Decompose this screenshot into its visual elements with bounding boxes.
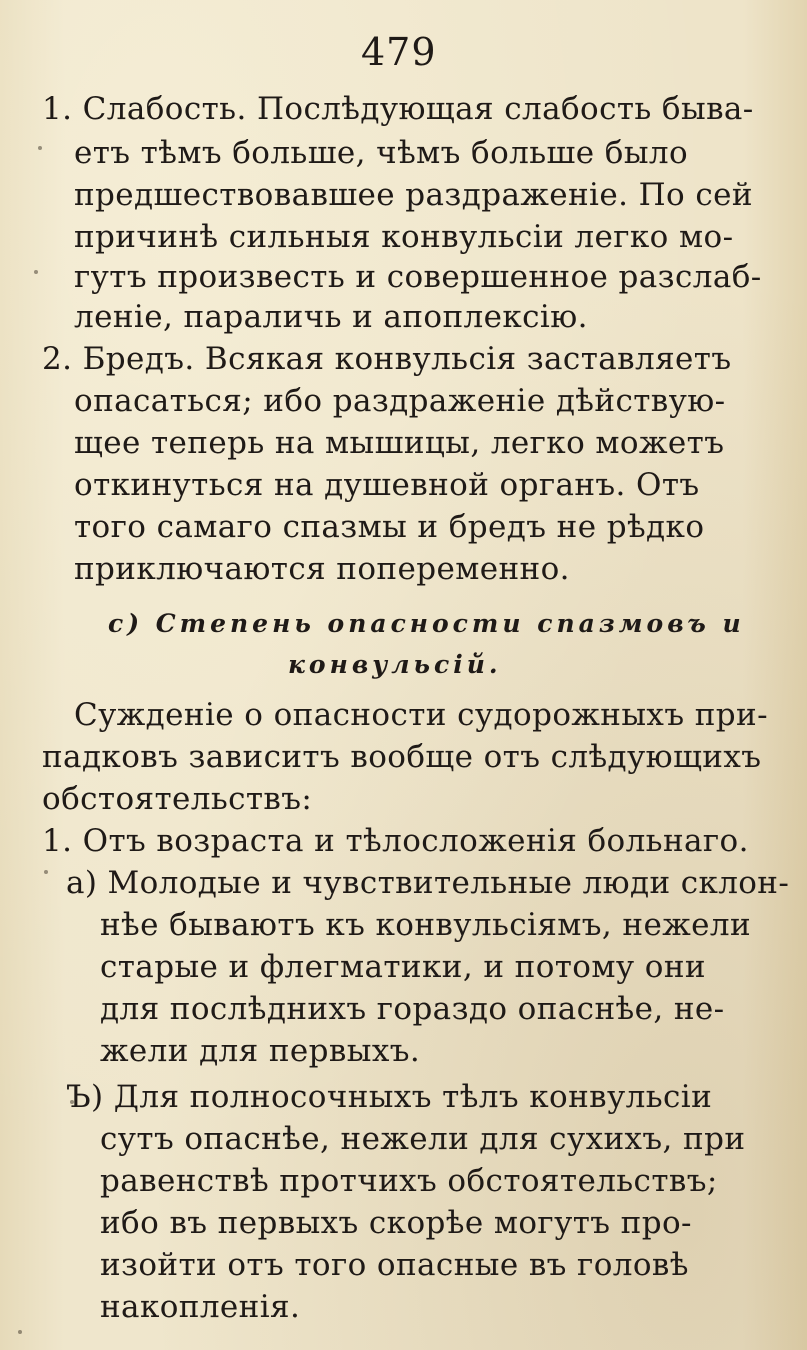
text-line-24: равенствѣ протчихъ обстоятельствъ;: [100, 1163, 718, 1199]
text-line-27: накопленія.: [100, 1289, 301, 1325]
ink-speck: [18, 1330, 22, 1334]
text-line-10: откинуться на душевной органъ. Отъ: [74, 467, 700, 503]
text-line-6: леніе, параличь и апоплексію.: [74, 299, 588, 335]
text-line-17: а) Молодые и чувствительные люди склон-: [66, 865, 790, 901]
text-line-19: старые и флегматики, и потому они: [100, 949, 706, 985]
page-number: 479: [361, 30, 437, 74]
section-heading-line-1: c) Степень опасности спазмовъ и: [108, 609, 745, 638]
text-line-2: етъ тѣмъ больше, чѣмъ больше было: [74, 135, 689, 171]
text-line-21: жели для первыхъ.: [100, 1033, 421, 1069]
text-line-4: причинѣ сильныя конвульсіи легко мо-: [74, 219, 734, 255]
text-line-13: Сужденіе о опасности судорожныхъ при-: [74, 697, 768, 733]
text-line-22: Ъ) Для полносочныхъ тѣлъ конвульсіи: [66, 1079, 713, 1115]
text-line-9: щее теперь на мышицы, легко можетъ: [74, 425, 725, 461]
section-heading-line-2: конвульсій.: [288, 650, 502, 679]
text-line-15: обстоятельствъ:: [42, 781, 313, 817]
ink-speck: [70, 1100, 74, 1104]
ink-speck: [44, 870, 48, 874]
text-line-26: изойти отъ того опасные въ головѣ: [100, 1247, 689, 1283]
text-line-5: гутъ произвесть и совершенное разслаб-: [74, 259, 762, 295]
text-line-7: 2. Бредъ. Всякая конвульсія заставляетъ: [42, 341, 732, 377]
text-line-20: для послѣднихъ гораздо опаснѣе, не-: [100, 991, 725, 1027]
text-line-11: того самаго спазмы и бредъ не рѣдко: [74, 509, 705, 545]
text-line-23: сутъ опаснѣе, нежели для сухихъ, при: [100, 1121, 746, 1157]
text-line-1: 1. Слабость. Послѣдующая слабость быва-: [42, 91, 754, 127]
text-line-8: опасаться; ибо раздраженіе дѣйствую-: [74, 383, 726, 419]
text-line-16: 1. Отъ возраста и тѣлосложенія больнаго.: [42, 823, 749, 859]
ink-speck: [38, 146, 42, 150]
text-line-18: нѣе бываютъ къ конвульсіямъ, нежели: [100, 907, 752, 943]
text-line-14: падковъ зависитъ вообще отъ слѣдующихъ: [42, 739, 762, 775]
text-line-25: ибо въ первыхъ скорѣе могутъ про-: [100, 1205, 692, 1241]
ink-speck: [34, 270, 38, 274]
text-line-3: предшествовавшее раздраженіе. По сей: [74, 177, 753, 213]
text-line-12: приключаются попеременно.: [74, 551, 570, 587]
